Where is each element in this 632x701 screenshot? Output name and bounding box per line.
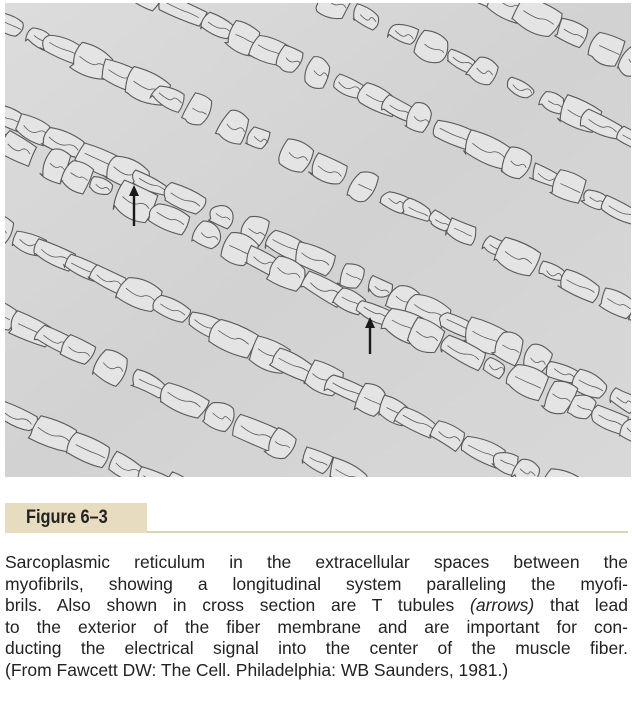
caption-text: myofibrils, showing a longitudinal system paralleling the myofi-	[5, 573, 628, 594]
caption-text: that lead	[534, 595, 628, 616]
figure-caption	[5, 552, 628, 682]
caption-line	[5, 660, 628, 682]
figure-label: Figure 6–3	[26, 507, 108, 528]
caption-line	[5, 552, 628, 574]
caption-line	[5, 617, 628, 639]
caption-italic-text: (arrows)	[470, 595, 535, 616]
micrograph-svg	[5, 3, 631, 477]
caption-line	[5, 574, 628, 596]
caption-text: Sarcoplasmic reticulum in the extracellular spaces between the	[5, 552, 628, 572]
caption-text: ducting the electrical signal into the center of the muscle fiber.	[5, 638, 628, 659]
caption-line	[5, 638, 628, 660]
figure-label-box	[5, 503, 147, 533]
caption-text: to the exterior of the fiber membrane and are important for con-	[5, 616, 628, 637]
electron-micrograph	[5, 3, 631, 477]
label-divider	[147, 531, 628, 533]
caption-line	[5, 595, 628, 617]
caption-text: brils. Also shown in cross section are T tubules	[5, 595, 471, 616]
caption-text: (From Fawcett DW: The Cell. Philadelphia: WB Saunders, 1981.)	[5, 659, 509, 680]
